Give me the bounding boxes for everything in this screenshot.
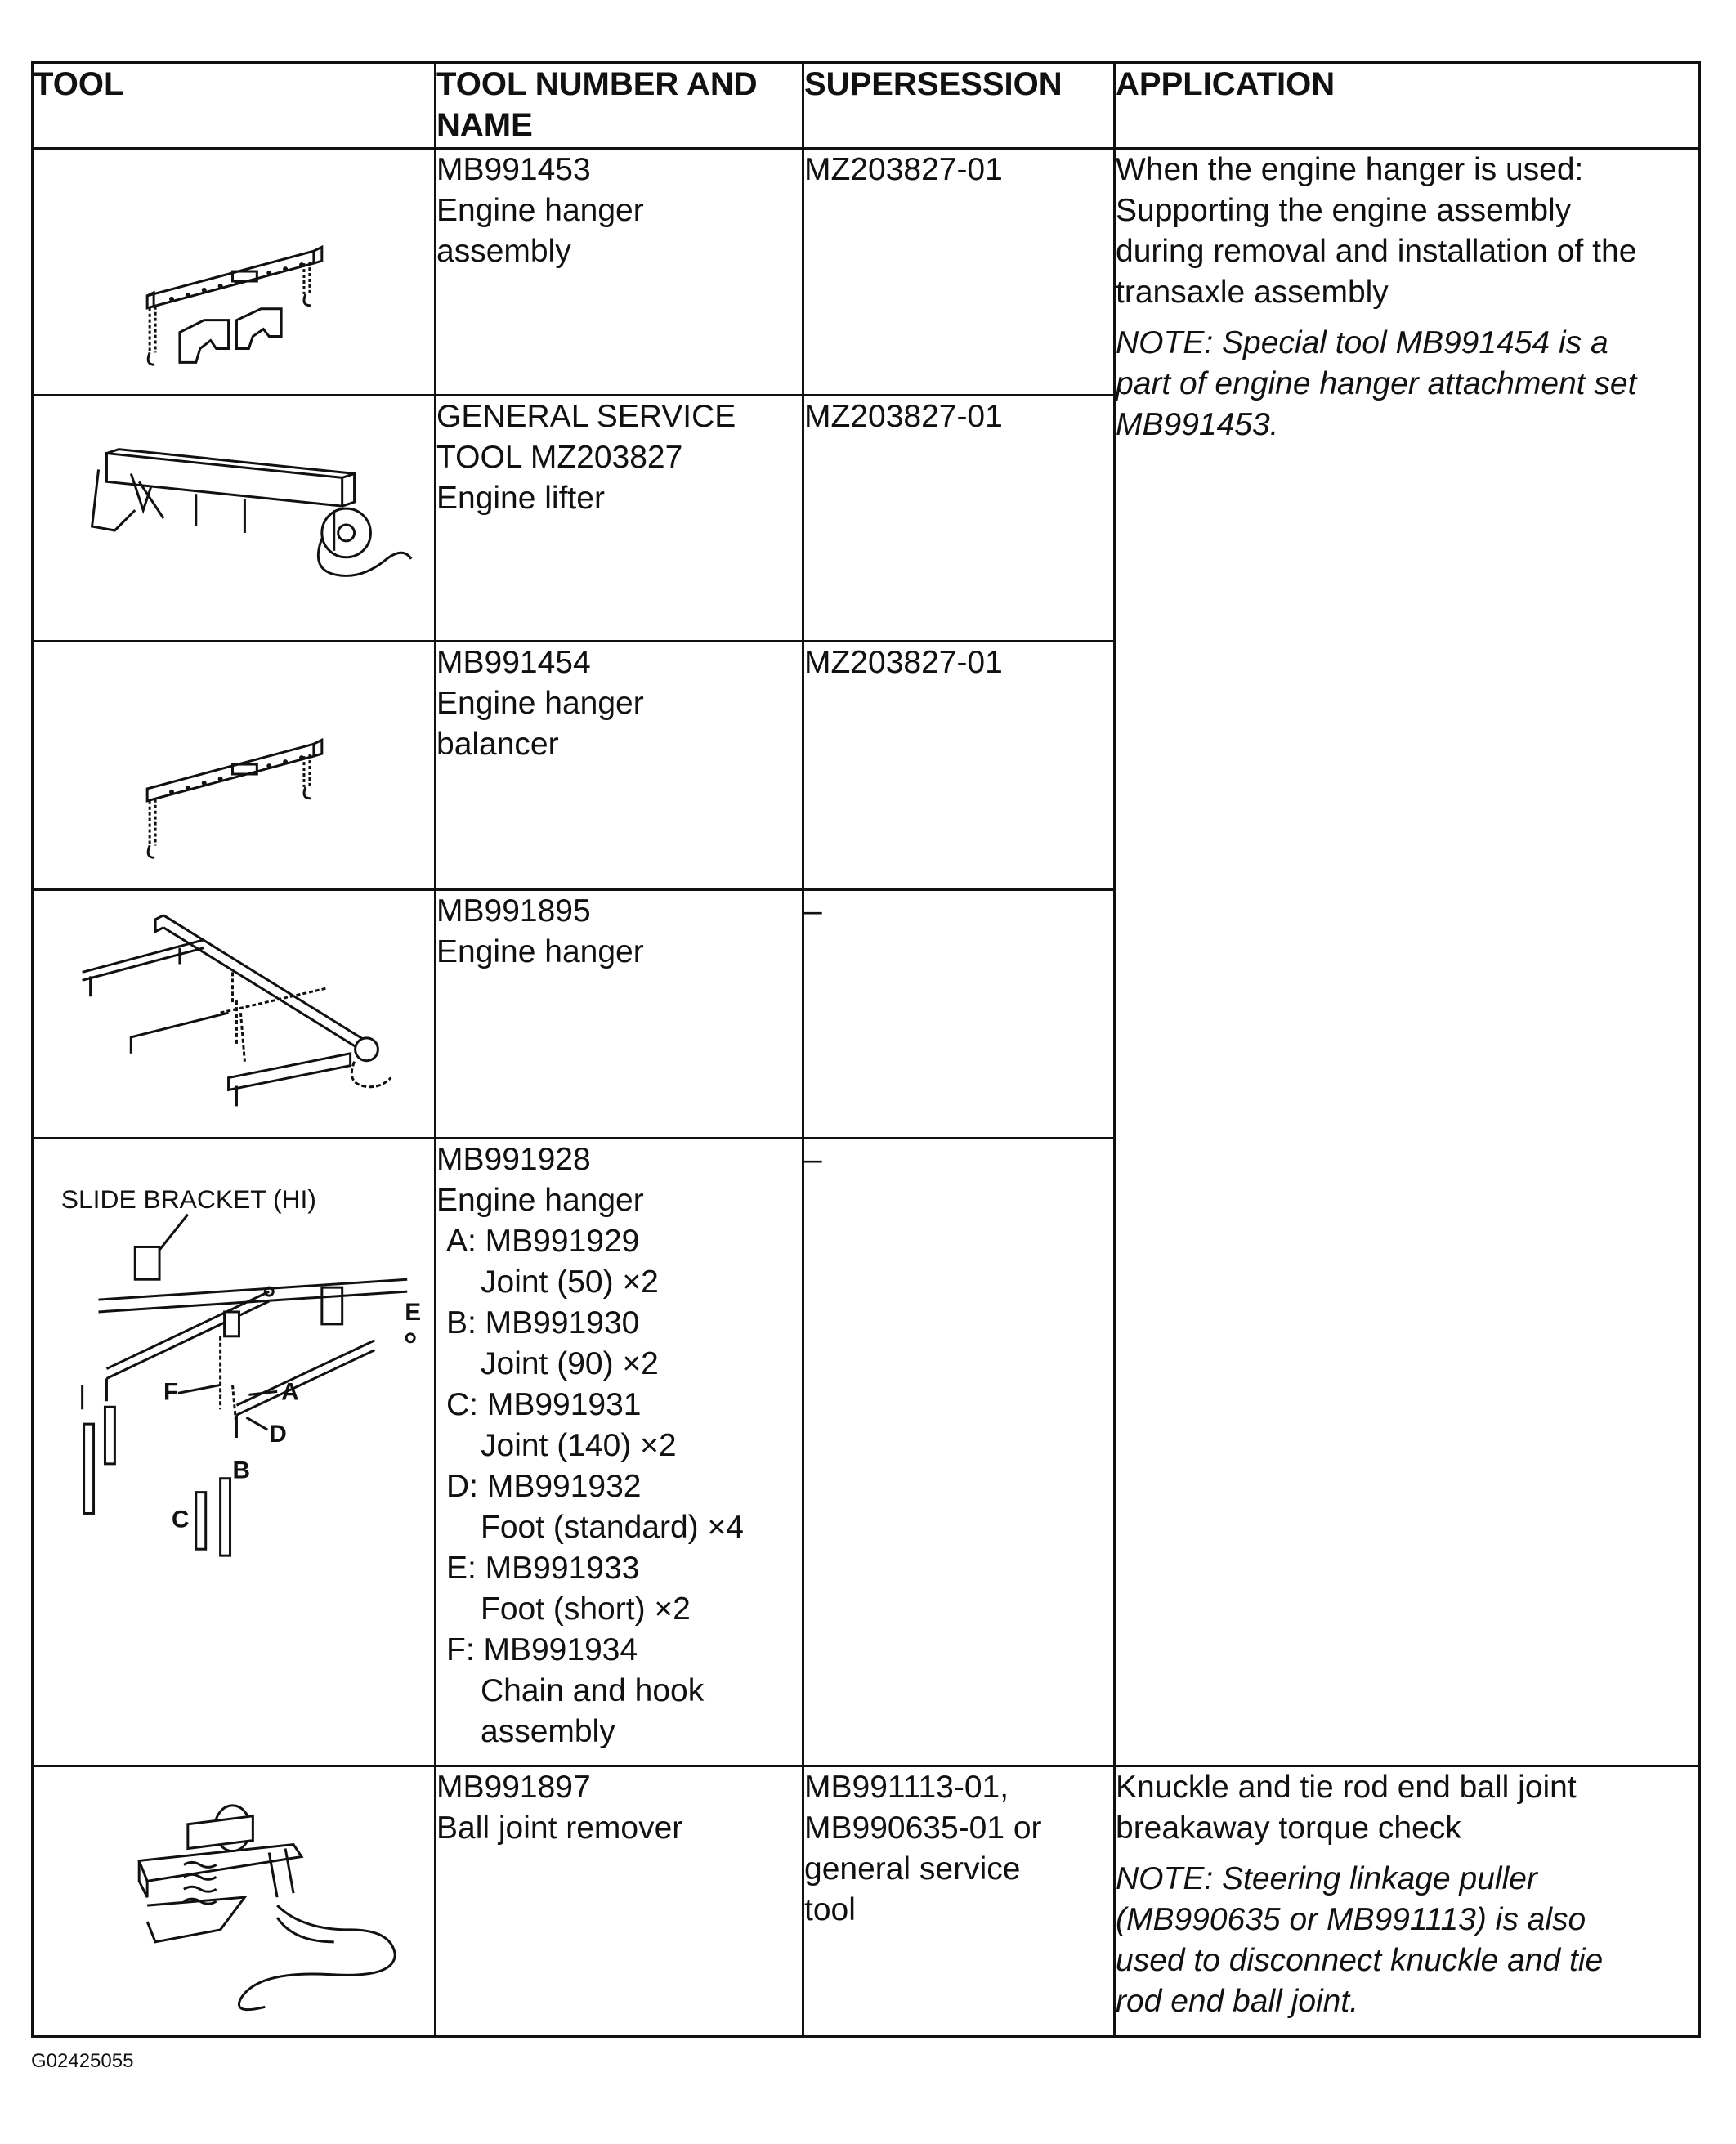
supersession-cell: MB991113-01, MB990635-01 or general service tool (803, 1766, 1115, 2036)
callout-d: D (269, 1420, 287, 1448)
header-supersession: SUPERSESSION (803, 63, 1115, 149)
supersession-cell: MZ203827-01 (803, 641, 1115, 889)
callout-c: C (171, 1506, 190, 1533)
callout-slide-bracket: SLIDE BRACKET (HI) (60, 1184, 316, 1214)
table-row (33, 149, 1700, 395)
tool-name-cell: GENERAL SERVICE TOOL MZ203827 Engine lifter (436, 395, 803, 641)
table-header-row (33, 63, 1700, 149)
callout-b: B (232, 1457, 251, 1484)
ball-joint-remover-drawing (33, 1766, 436, 2036)
part-code: D: MB991932 (446, 1468, 642, 1504)
part-code: A: MB991929 (446, 1223, 640, 1259)
supersession-cell: – (803, 889, 1115, 1138)
tool-name-cell: MB991897 Ball joint remover (436, 1766, 803, 2036)
part-desc: Joint (90) ×2 (481, 1345, 659, 1381)
supersession-cell: MZ203827-01 (803, 149, 1115, 395)
part-code: F: MB991934 (446, 1631, 638, 1667)
part-desc: Chain and hook (481, 1672, 705, 1708)
header-application: APPLICATION (1115, 63, 1700, 149)
tool-name-cell: MB991895 Engine hanger (436, 889, 803, 1138)
tool-table (31, 61, 1701, 2038)
part-desc: Foot (standard) ×4 (481, 1509, 744, 1545)
application-note: NOTE: Steering linkage puller (MB990635 or MB991113) is also used to disconnect knuckle and tie rod end ball joint. (1116, 1860, 1604, 2019)
application-cell-engine: When the engine hanger is used: Supporting the engine assembly during removal and installation of the transaxle assembly NOTE: Special tool MB991454 is a part of engine hanger attachment set MB991453. (1115, 149, 1700, 1766)
part-desc: Foot (short) ×2 (481, 1591, 691, 1627)
callout-a: A (281, 1378, 299, 1406)
part-code: B: MB991930 (446, 1305, 640, 1341)
tool-name-cell: MB991454 Engine hanger balancer (436, 641, 803, 889)
figure-code: G02425055 (31, 2050, 134, 2072)
engine-lifter-drawing (33, 395, 436, 641)
callout-e: E (405, 1298, 422, 1326)
application-note: NOTE: Special tool MB991454 is a part of engine hanger attachment set MB991453. (1116, 325, 1637, 443)
engine-hanger-drawing (33, 889, 436, 1138)
tool-name-cell: MB991928 Engine hanger A: MB991929 Joint (50) ×2 B: MB991930 Joint (90) ×2 C: MB991931 Joint (140) ×2 D: MB991932 Foot (standard) ×4 E: MB991933 Foot (short) ×2 F: MB991934 Chain and hook assembly (436, 1138, 803, 1766)
tool-name-cell: MB991453 Engine hanger assembly (436, 149, 803, 395)
callout-f: F (163, 1378, 179, 1406)
part-code: E: MB991933 (446, 1550, 640, 1586)
part-code: C: MB991931 (446, 1386, 642, 1422)
table-row (33, 1766, 1700, 2036)
engine-hanger-balancer-drawing (33, 641, 436, 889)
engine-hanger-assembly-drawing (33, 149, 436, 395)
header-tool: TOOL (33, 63, 436, 149)
application-cell-ball-joint: Knuckle and tie rod end ball joint breakaway torque check NOTE: Steering linkage puller (MB990635 or MB991113) is also used to disconnect knuckle and tie rod end ball joint. (1115, 1766, 1700, 2036)
header-tool-number-and-name: TOOL NUMBER AND NAME (436, 63, 803, 149)
part-desc: Joint (50) ×2 (481, 1264, 659, 1300)
supersession-cell: MZ203827-01 (803, 395, 1115, 641)
part-desc: assembly (481, 1713, 615, 1749)
supersession-cell: – (803, 1138, 1115, 1766)
engine-hanger-kit-drawing (33, 1138, 436, 1766)
part-desc: Joint (140) ×2 (481, 1427, 677, 1463)
